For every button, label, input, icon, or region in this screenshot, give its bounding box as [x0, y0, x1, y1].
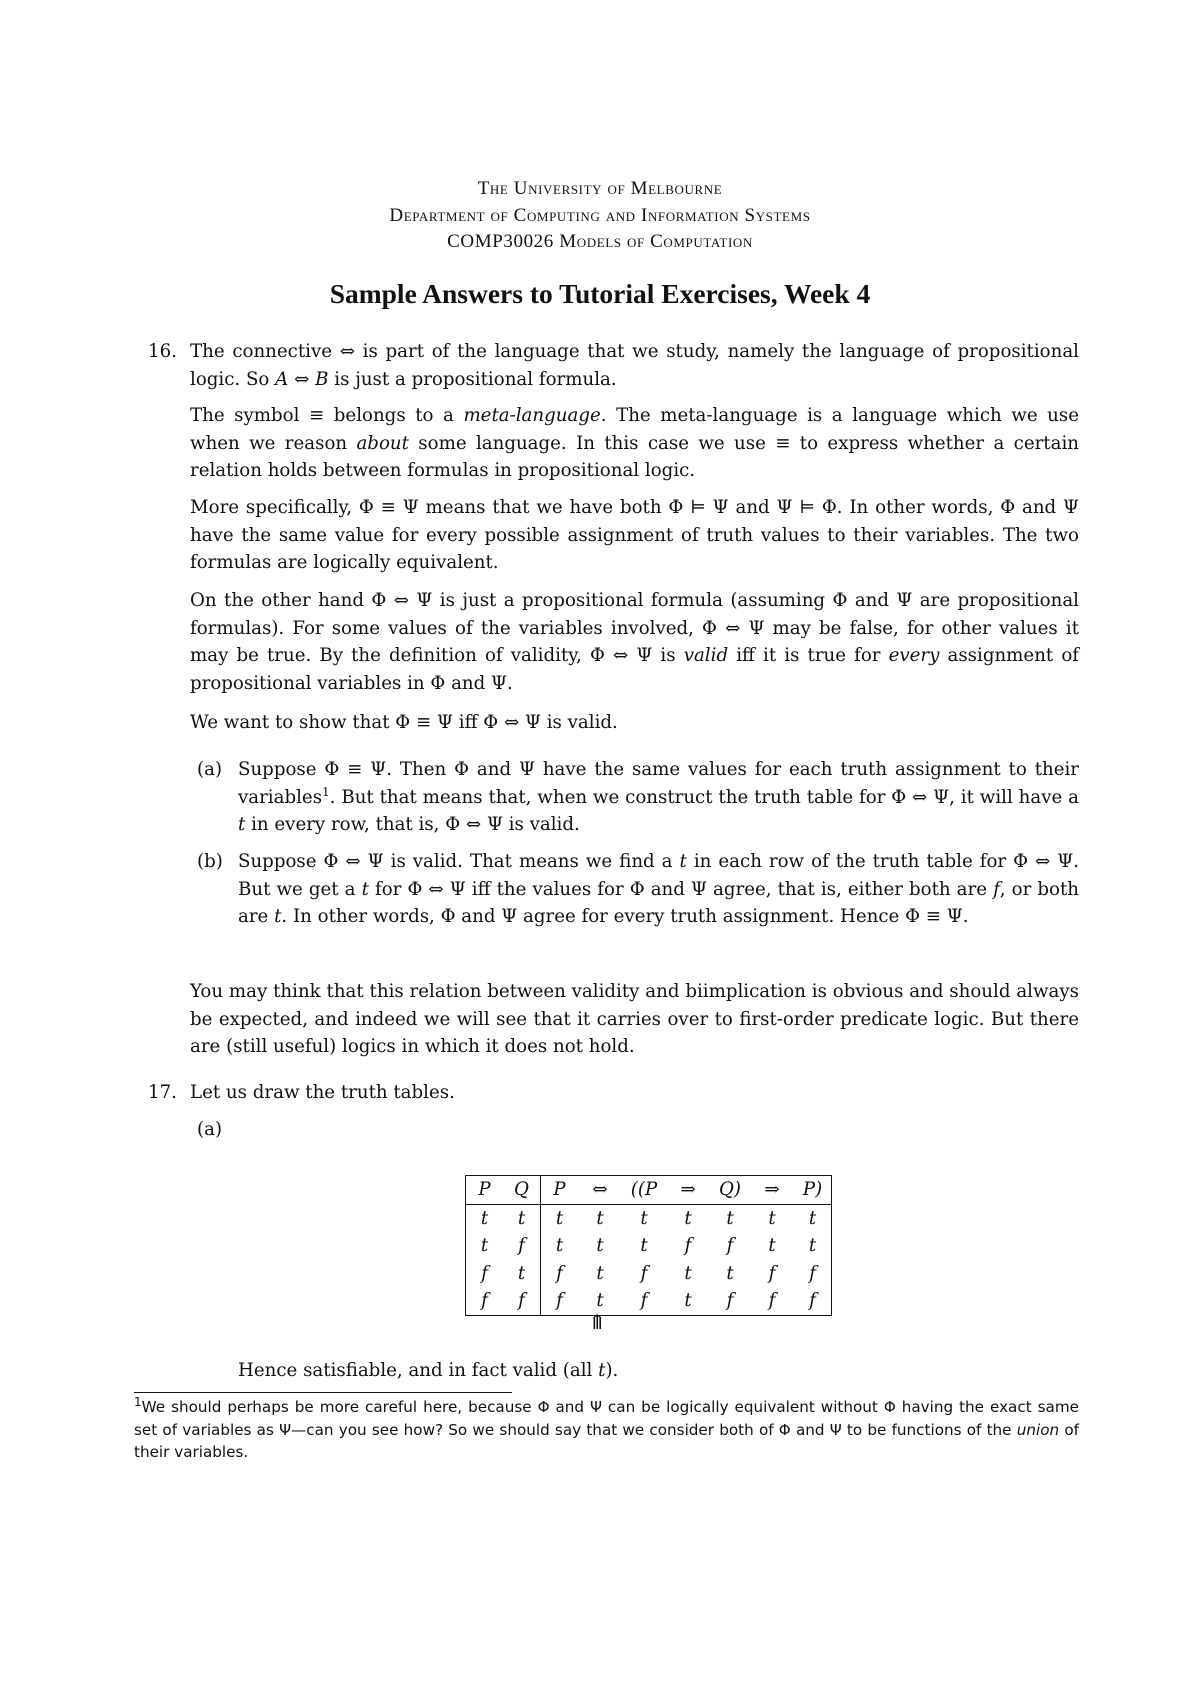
truth-table-row	[466, 1287, 832, 1315]
truth-table-cell: t	[555, 1235, 564, 1257]
footnote: $^1$We should perhaps be more careful here, because Φ and Ψ can be logically equivalent without Φ having the exact same set of variables as Ψ—can you see how? So we should say that we consider both of Φ and Ψ to be functions of the union of their variables.	[134, 1394, 1079, 1461]
truth-table-cell: t	[684, 1207, 692, 1229]
q16-item-a: Suppose Φ ≡ Ψ. Then Φ and Ψ have the same values for each truth assignment to their variables$^1$. But that means that, when we construct the truth table for Φ ⇔ Ψ, it will have a t in every row, that is, Φ ⇔ Ψ is valid.	[238, 759, 1079, 835]
document-header	[0, 176, 1200, 256]
truth-table-cell: f	[794, 1260, 832, 1288]
truth-table-cell: t	[596, 1207, 604, 1229]
truth-table-cell: t	[466, 1204, 504, 1232]
q16-paragraph-1: The connective ⇔ is part of the language that we study, namely the language of propositional logic. So A ⇔ B is just a propositional formula.	[190, 341, 1079, 390]
truth-table-cell: t	[768, 1235, 776, 1257]
truth-table-header-cell: ((P	[622, 1176, 666, 1205]
q16-paragraph-5: We want to show that Φ ≡ Ψ iff Φ ⇔ Ψ is valid.	[190, 712, 618, 733]
q16-paragraph-2: The symbol ≡ belongs to a meta-language. The meta-language is a language which we use when we reason about some language. In this case we use ≡ to express whether a certain relation holds between formulas in propositional logic.	[190, 405, 1079, 481]
truth-table-cell: f	[684, 1235, 692, 1257]
truth-table-header-cell: ⇒	[750, 1176, 794, 1205]
truth-table-cell: f	[710, 1287, 750, 1315]
truth-table-cell: t	[555, 1207, 564, 1229]
q16-item-a-label: (a)	[197, 759, 223, 780]
q17-conclusion: Hence satisfiable, and in fact valid (all t).	[238, 1360, 619, 1381]
truth-table-header-row	[466, 1176, 832, 1205]
truth-table-row	[466, 1204, 832, 1232]
truth-table-cell: t	[768, 1207, 776, 1229]
department-name: Department of Computing and Information Systems	[389, 204, 811, 226]
truth-table-cell: f	[768, 1262, 776, 1284]
truth-table-header-cell: P)	[794, 1176, 832, 1205]
question-16-number: 16.	[148, 341, 177, 362]
truth-table-cell: t	[596, 1235, 604, 1257]
footnote-number: 1	[134, 1394, 142, 1409]
truth-table-cell: f	[541, 1287, 579, 1315]
footnote-divider	[134, 1392, 512, 1393]
truth-table-cell: t	[578, 1287, 622, 1315]
truth-table-cell: t	[596, 1262, 604, 1284]
truth-table-cell: t	[726, 1262, 734, 1284]
q16-item-b-label: (b)	[197, 851, 223, 872]
q16-item-b: Suppose Φ ⇔ Ψ is valid. That means we find a t in each row of the truth table for Φ ⇔ Ψ. But we get a t for Φ ⇔ Ψ iff the values for Φ and Ψ agree, that is, either both are f, or both are t. In other words, Φ and Ψ agree for every truth assignment. Hence Φ ≡ Ψ.	[238, 851, 1079, 927]
university-name: The University of Melbourne	[477, 178, 723, 199]
course-name: COMP30026 Models of Computation	[447, 231, 753, 252]
truth-table-cell: t	[466, 1232, 504, 1260]
truth-table-cell: f	[466, 1260, 504, 1288]
truth-table-row	[466, 1260, 832, 1288]
truth-table-cell: f	[466, 1287, 504, 1315]
truth-table-cell: t	[794, 1204, 832, 1232]
truth-table-cell: t	[503, 1260, 541, 1288]
truth-table-cell: f	[503, 1232, 541, 1260]
q16-paragraph-6: You may think that this relation between validity and biimplication is obvious and should always be expected, and indeed we will see that it carries over to first-order predicate logic. But there are (still useful) logics in which it does not hold.	[190, 981, 1079, 1057]
truth-table-cell: t	[794, 1232, 832, 1260]
truth-table-cell: t	[726, 1207, 734, 1229]
q16-paragraph-3: More specifically, Φ ≡ Ψ means that we have both Φ ⊨ Ψ and Ψ ⊨ Φ. In other words, Φ and Ψ have the same value for every possible assignment of truth values to their variables. The two formulas are logically equivalent.	[190, 497, 1079, 573]
truth-table-header-cell: ⇒	[666, 1176, 710, 1205]
truth-table-cell: f	[794, 1287, 832, 1315]
main-connective-arrow-icon: ⤊	[589, 1310, 606, 1334]
truth-table-row	[466, 1232, 832, 1260]
truth-table-cell: f	[726, 1235, 734, 1257]
truth-table-cell: t	[666, 1287, 710, 1315]
q17-item-a-label: (a)	[197, 1119, 223, 1140]
truth-table-cell: t	[684, 1262, 692, 1284]
truth-table	[465, 1175, 832, 1316]
q17-intro: Let us draw the truth tables.	[190, 1082, 455, 1103]
truth-table-cell: f	[503, 1287, 541, 1315]
truth-table-cell: f	[556, 1262, 563, 1284]
truth-table-header-cell: P	[541, 1176, 579, 1205]
truth-table-header-cell: Q	[503, 1176, 541, 1205]
truth-table-header-cell: Q)	[710, 1176, 750, 1205]
truth-table-cell: f	[750, 1287, 794, 1315]
footnote-mark: 1	[322, 784, 330, 799]
truth-table-cell: t	[503, 1204, 541, 1232]
truth-table-cell: t	[640, 1207, 648, 1229]
truth-table-cell: f	[622, 1287, 666, 1315]
truth-table-cell: f	[640, 1262, 648, 1284]
truth-table-header-cell: P	[466, 1176, 504, 1205]
question-17-number: 17.	[148, 1082, 177, 1103]
page-title: Sample Answers to Tutorial Exercises, Week 4	[329, 278, 871, 309]
truth-table-cell: t	[640, 1235, 648, 1257]
truth-table-header-cell: ⇔	[578, 1176, 622, 1205]
q16-paragraph-4: On the other hand Φ ⇔ Ψ is just a propositional formula (assuming Φ and Ψ are propositional formulas). For some values of the variables involved, Φ ⇔ Ψ may be false, for other values it may be true. By the definition of validity, Φ ⇔ Ψ is valid iff it is true for every assignment of propositional variables in Φ and Ψ.	[190, 590, 1079, 694]
